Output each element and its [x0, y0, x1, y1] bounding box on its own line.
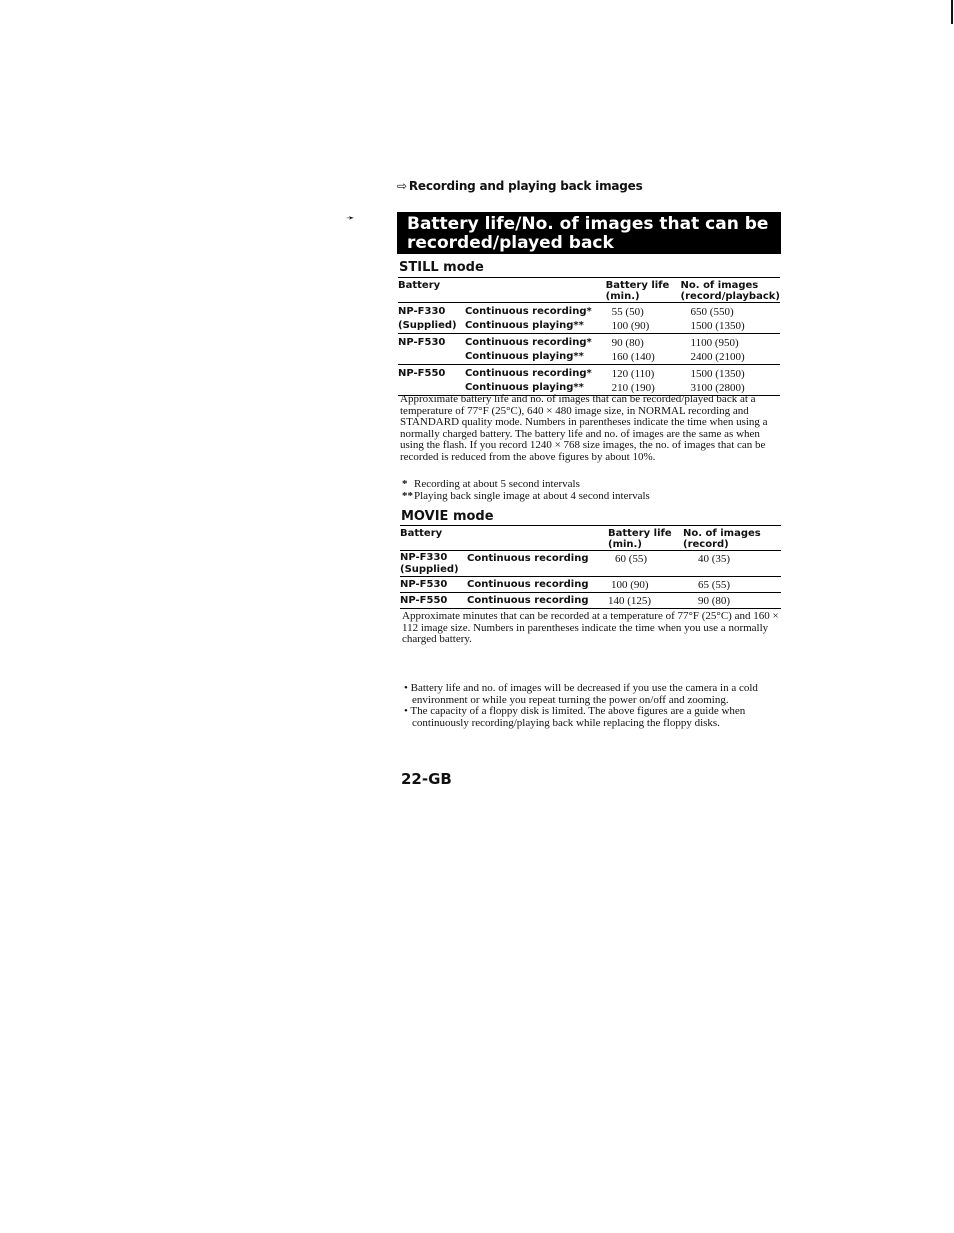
- breadcrumb-text: Recording and playing back images: [408, 179, 643, 193]
- table-row: NP-F550 Continuous recording* Continuous playing** 120 (110) 210 (190) 1500 (1350) 3100 (2800): [398, 365, 780, 396]
- page-edge-mark: [951, 0, 953, 24]
- header-battery-life: Battery life (min.): [608, 528, 672, 550]
- footnote: **Playing back single image at about 4 second intervals: [402, 489, 650, 502]
- arrow-right-icon: ⇨: [397, 179, 407, 193]
- page-title-line-1: Battery life/No. of images that can be: [407, 214, 769, 234]
- table-row: NP-F530 Continuous recording* Continuous playing** 90 (80) 160 (140) 1100 (950) 2400 (2100): [398, 334, 780, 365]
- header-no-of-images: No. of images (record/playback): [680, 280, 780, 302]
- breadcrumb: [397, 179, 643, 193]
- table-header-row: [400, 526, 781, 551]
- page-number: 22-GB: [401, 770, 452, 788]
- still-mode-heading: STILL mode: [399, 260, 484, 275]
- list-item: • Battery life and no. of images will be decreased if you use the camera in a cold environment or while you repeat turning the power on/off and zooming.: [404, 682, 758, 706]
- still-mode-table: [398, 277, 780, 396]
- page-title: [397, 212, 781, 254]
- header-battery: Battery: [398, 280, 441, 291]
- movie-mode-heading: MOVIE mode: [401, 509, 494, 524]
- table-row: NP-F530 Continuous recording 100 (90) 65 (55): [400, 577, 781, 593]
- still-mode-footnotes: [402, 479, 782, 502]
- table-row: NP-F550 Continuous recording 140 (125) 90 (80): [400, 593, 781, 609]
- header-battery-life: Battery life (min.): [605, 280, 670, 302]
- notes-list: [404, 683, 782, 729]
- still-mode-note: Approximate battery life and no. of images that can be recorded/played back at a temperature of 77°F (25°C), 640 × 480 image size, in NORMAL recording and STANDARD quality mode. Numbers in parentheses indicate the time when using a normally charged battery. The battery life and no. of images are the same as when using the flash. If you record 1240 × 768 size images, the no. of images that can be recorded is reduced from the above figures by about 10%.: [400, 393, 768, 463]
- movie-mode-note: Approximate minutes that can be recorded at a temperature of 77°F (25°C) and 160 × 112 image size. Numbers in parentheses indicate the time when you use a normally charged battery.: [402, 610, 779, 645]
- margin-arrow-icon: ➛: [346, 213, 355, 224]
- list-item: • The capacity of a floppy disk is limited. The above figures are a guide when continuously recording/playing back while replacing the floppy disks.: [404, 705, 746, 729]
- footnote: * Recording at about 5 second intervals: [402, 478, 580, 490]
- header-no-of-images: No. of images (record): [683, 528, 761, 550]
- page-title-line-2: recorded/played back: [407, 233, 614, 253]
- table-row: NP-F330 (Supplied) Continuous recording* Continuous playing** 55 (50) 100 (90) 650 (550) 1500 (1350): [398, 303, 780, 334]
- table-row: NP-F330 (Supplied) Continuous recording 60 (55) 40 (35): [400, 551, 781, 577]
- movie-mode-table: [400, 525, 781, 609]
- header-battery: Battery: [400, 528, 443, 539]
- table-header-row: [398, 278, 780, 303]
